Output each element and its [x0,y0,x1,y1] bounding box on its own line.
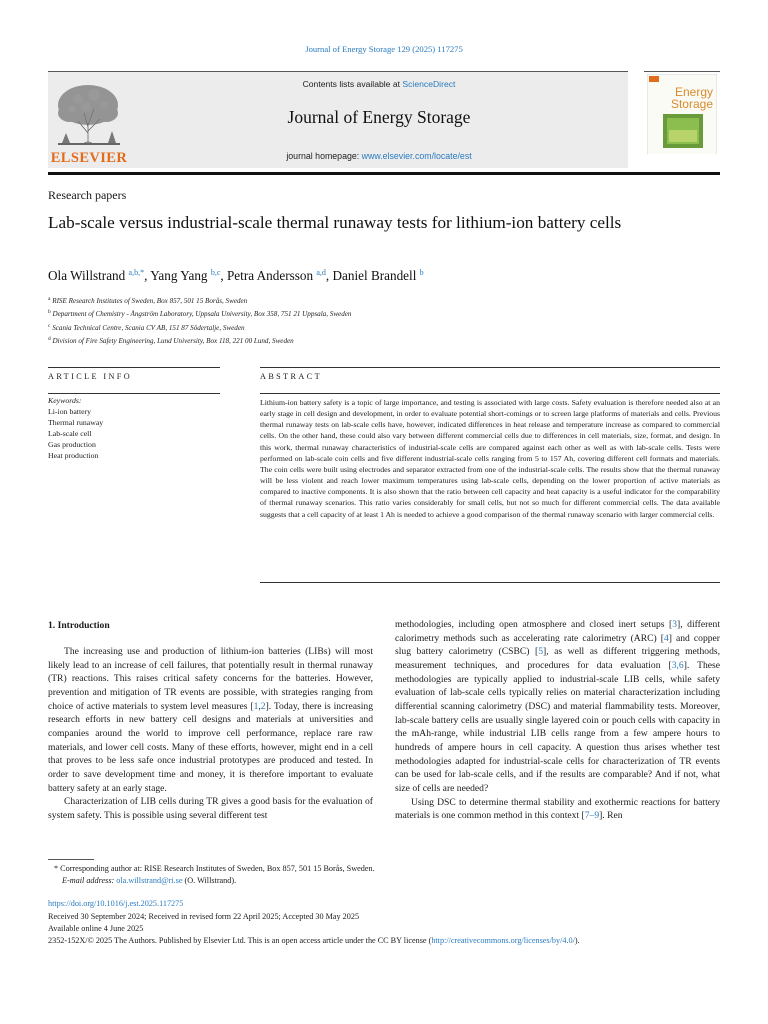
citation-link[interactable]: 1 [253,700,259,712]
keyword-item: Heat production [48,450,99,460]
author-name[interactable]: Yang Yang [150,268,208,283]
article-history [48,911,720,947]
journal-homepage-line [130,151,628,161]
body-text: ]. Today, there is increasing research efforts in new battery cell designs and materials at universities and companies around the world to improve cell performance, replace rare raw materials, and lower cell costs. Many of these efforts, however, might end in a cell that proves to be less safe once industrial prototypes are produced and tested. In order to save development time and money, it is therefore important to evaluate battery safety at an early stage. [48,700,373,794]
citation-link[interactable]: 5 [538,646,543,658]
citation-link[interactable]: 2 [260,700,266,712]
affiliations [48,294,720,347]
author-name[interactable]: Petra Andersson [226,268,314,283]
corresponding-author-note [48,863,720,875]
body-text: ], different calorimetry methods such as accelerating rate calorimetry (ARC) [ [395,619,721,644]
abstract-rule [260,393,720,394]
body-paragraph [395,796,720,823]
article-info-top-rule [48,367,220,368]
contents-prefix: Contents lists available at [302,79,403,89]
homepage-link[interactable]: www.elsevier.com/locate/est [361,151,472,161]
license-link[interactable]: http://creativecommons.org/licenses/by/4.0/ [431,936,575,945]
email-label: E-mail address: [62,876,115,885]
affiliation-text: Division of Fire Safety Engineering, Lund University, Box 118, 221 00 Lund, Sweden [52,336,294,345]
author-affil-marks[interactable]: a,d [316,268,326,277]
email-suffix: (O. Willstrand). [182,876,237,885]
elsevier-wordmark: ELSEVIER [50,150,128,166]
article-section-type: Research papers [48,188,127,202]
doi-link[interactable]: https://doi.org/10.1016/j.est.2025.117275 [48,899,184,908]
affiliation-text: RISE Research Institutes of Sweden, Box 857, 501 15 Borås, Sweden [52,297,248,305]
body-paragraph [48,795,373,822]
email-link[interactable]: ola.willstrand@ri.se [116,876,183,885]
license-line [48,935,720,947]
footnotes [48,863,720,887]
footnote-rule [48,859,94,860]
keywords-label: Keywords: [48,396,82,405]
abstract-heading: ABSTRACT [260,372,322,381]
citation-link[interactable]: 3 [672,619,678,630]
body-text: The increasing use and production of lithium-ion batteries (LIBs) will most likely lead to an increase of cell failures, that potentially result in thermal runaway (TR) reactions. This raises critical safety concerns for the batteries. However, prevention and mitigation of TR events are possible, with strategies ranging from choice of active materials to system level measures [ [48,646,373,712]
keyword-item: Thermal runaway [48,417,104,427]
affiliation-text: Scania Technical Centre, Scania CV AB, 151 87 Södertalje, Sweden [52,323,245,332]
journal-cover-image[interactable] [647,74,717,164]
header-thick-rule [48,172,720,175]
body-text: ], as well as different triggering methods, measurement techniques, and procedures for data evaluation [ [395,646,720,671]
received-dates: Received 30 September 2024; Received in revised form 22 April 2025; Accepted 30 May 2025 [48,912,360,921]
body-text: methodologies, including open atmosphere and closed inert setups [ [395,619,673,630]
affiliation-item [48,321,720,334]
body-text: ]. Ren [599,810,623,822]
affiliation-item [48,334,720,347]
cover-title-energy: Energy [674,85,713,99]
author-name[interactable]: Ola Willstrand [48,268,126,283]
keyword-item: Gas production [48,439,96,449]
sciencedirect-link[interactable]: ScienceDirect [402,79,456,89]
author-name[interactable]: Daniel Brandell [332,268,417,283]
cover-title-storage: Storage [670,97,713,111]
body-paragraph [48,645,373,795]
license-prefix: 2352-152X/© 2025 The Authors. Published by Elsevier Ltd. This is an open access article under the CC BY license ( [48,936,432,945]
author-affil-marks[interactable]: a,b,* [128,268,145,277]
license-suffix: ). [574,936,580,945]
corresponding-author-text: Corresponding author at: RISE Research Institutes of Sweden, Box 857, 501 15 Borås, Sweden. [58,864,375,873]
body-paragraph [395,618,720,796]
affiliation-key: a [48,296,51,302]
body-column-left [48,645,373,823]
body-text: ]. These methodologies are typically applied to industrial-scale LIB cells, while safety evaluation of lab-scale cells typically relies on material characterization including differential scanning calorimetry (DSC) and material flammability tests. Moreover, lab-scale battery cells are usually single layered coin or pouch cells with capacity in the mAh-range, while industrial LIB cells range from a few ampere hours to hundreds of ampere hours in cell capacity. A question thus arises whether test methodologies adapted for industrial-scale cells for characterization of TR events can be used for lab-scale cells, and if the results are comparable? And if not, what size of cells are needed? [395,659,720,794]
affiliation-item [48,307,720,320]
body-text: Characterization of LIB cells during TR gives a good basis for the evaluation of system safety. This is possible using several different test [48,796,373,821]
journal-citation[interactable]: Journal of Energy Storage 129 (2025) 117275 [305,44,463,54]
keywords-block [48,396,220,461]
keyword-item: Li-ion battery [48,406,92,416]
abstract-text: Lithium-ion battery safety is a topic of large importance, and testing is associated with large costs. Safety evaluation is therefore needed also at an early stage in cell design and development, in order to evaluate potential short-comings or to screen large platforms of materials and cells. Previous thermal runaway tests on lab-scale cells have, however, indicated differences in heat release and temperature increase as compared to commercial cells. On the other hand, these could also vary between different commercial cells due to differences in cell materials, size, format, and design. In this work, thermal runaway characteristics of industrial-scale cells are compared against each other as well as with lab-scale cells. Tests were performed on lab-scale coin cells and five different industrial-scale cells ranging from 5 to 157 Ah, covering different cell formats and materials. The coin cells were built using electrodes and separator extracted from one of the industrial-scale cells. The results show that the thermal runaway will be less violent and reach lower maximum temperatures using lab-scale cells, depending on the lower proportion of active materials as compared to inactive components. It is also shown that the ratio between cell capacity and heat capacity is a useful indicator for the comparability of thermal runaway scenarios. This ratio varies considerably for small cells, but not so much for different commercial cells. The data available suggests that a cell capacity of at least 1 Ah is needed to achieve a good comparison of the thermal runaway scenario with larger commercial cells. [260,398,720,519]
email-note [48,875,720,887]
author-affil-marks[interactable]: b,c [210,268,221,277]
article-info-rule [48,393,220,394]
author-list: Ola Willstrand $^{a,b,*}$, Yang Yang $^{b,c}$, Petra Andersson $^{a,d}$, Daniel Brandell $^b$ [48,268,424,283]
available-online-date: Available online 4 June 2025 [48,924,144,933]
article-title: Lab-scale versus industrial-scale thermal runaway tests for lithium-ion battery cells [48,213,622,232]
abstract-bottom-rule [260,582,720,583]
section-heading-introduction: 1. Introduction [48,620,110,631]
citation-link[interactable]: 7–9 [584,810,600,822]
journal-name: Journal of Energy Storage [287,107,471,127]
abstract-top-rule [260,367,720,368]
body-text: , [258,700,261,712]
article-info-heading: ARTICLE INFO [48,372,133,381]
homepage-prefix: journal homepage: [286,151,362,161]
body-text: ] and copper slug battery calorimetry (CSBC) [ [395,632,720,658]
affiliation-key: c [48,322,51,329]
citation-link[interactable]: 3,6 [671,659,684,671]
affiliation-text: Department of Chemistry - Ångström Laboratory, Uppsala University, Box 358, 751 21 Uppsala, Sweden [52,310,352,319]
body-column-right [395,618,720,823]
citation-link[interactable]: 4 [663,632,669,644]
affiliation-key: b [48,309,51,316]
footnote-mark: * [54,864,59,873]
body-text: Using DSC to determine thermal stability and exothermic reactions for battery materials is one common method in this context [ [395,796,720,822]
keyword-item: Lab-scale cell [48,428,92,438]
affiliation-key: d [48,335,51,342]
affiliation-item [48,294,720,307]
author-affil-marks[interactable]: b [419,268,424,277]
contents-available-line [130,79,628,89]
